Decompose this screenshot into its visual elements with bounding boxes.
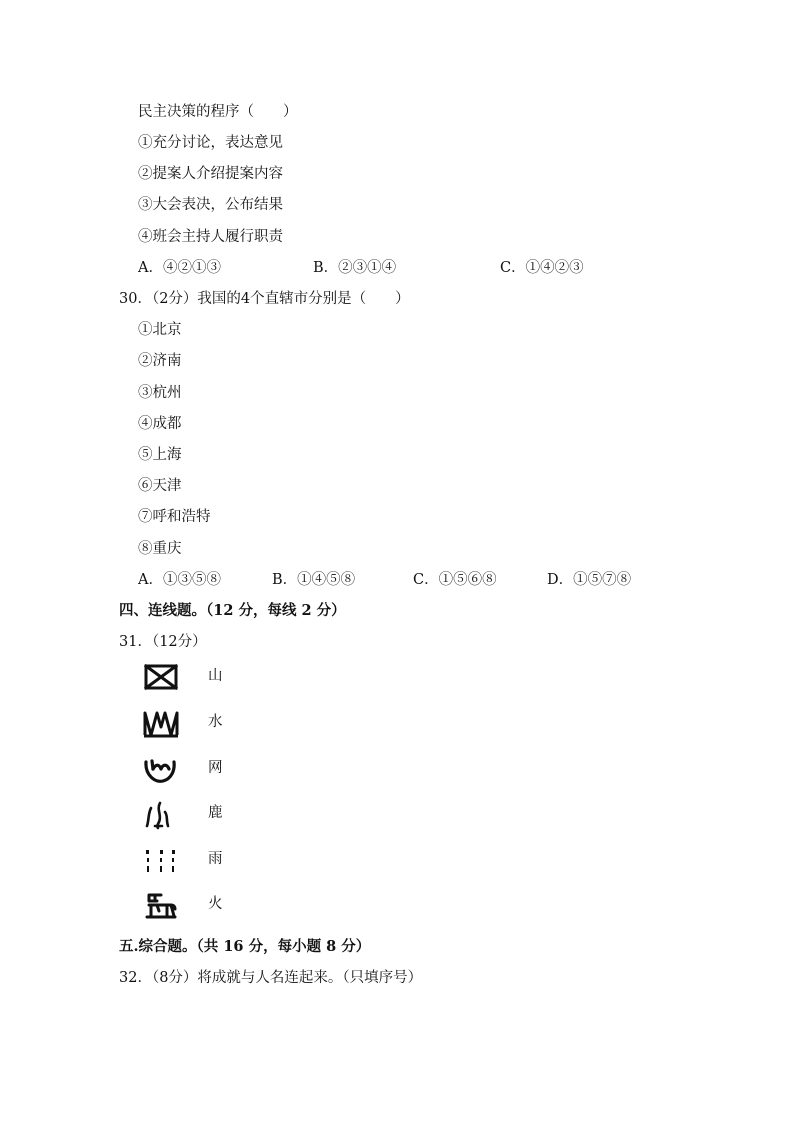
mountain-pictograph-icon <box>141 707 181 741</box>
q29-item-3: ③大会表决，公布结果 <box>138 197 283 213</box>
match-word-2: 水 <box>208 714 223 730</box>
match-word-6: 火 <box>208 896 223 912</box>
match-word-5: 雨 <box>208 851 223 867</box>
q30-item-1: ①北京 <box>138 322 182 338</box>
deer-pictograph-icon <box>141 889 181 923</box>
q30-item-2: ②济南 <box>138 353 182 369</box>
rain-pictograph-icon <box>141 844 181 878</box>
section-4-heading: 四、连线题。（12 分，每线 2 分） <box>119 602 346 619</box>
q32-stem: 32．（8分）将成就与人名连起来。（只填序号） <box>119 970 423 986</box>
q30-option-c: C．①⑤⑥⑧ <box>413 572 497 588</box>
q30-option-b: B．①④⑤⑧ <box>272 572 356 588</box>
q29-option-b: B．②③①④ <box>313 260 397 276</box>
match-word-3: 网 <box>208 760 223 776</box>
q30-item-6: ⑥天津 <box>138 478 182 494</box>
q31-stem: 31．（12分） <box>119 634 207 650</box>
q30-option-a: A．①③⑤⑧ <box>138 572 221 588</box>
q30-item-7: ⑦呼和浩特 <box>138 509 211 525</box>
q30-stem: 30．（2分）我国的4个直辖市分别是（ ） <box>119 291 410 307</box>
fire-pictograph-icon <box>141 753 181 787</box>
q30-item-8: ⑧重庆 <box>138 541 182 557</box>
q29-option-c: C．①④②③ <box>500 260 584 276</box>
net-pictograph-icon <box>141 661 181 695</box>
q29-item-1: ①充分讨论，表达意见 <box>138 135 283 151</box>
q30-item-5: ⑤上海 <box>138 447 182 463</box>
q29-option-a: A．④②①③ <box>138 260 221 276</box>
match-word-1: 山 <box>208 668 223 684</box>
q30-item-4: ④成都 <box>138 416 182 432</box>
q29-item-4: ④班会主持人履行职责 <box>138 229 283 245</box>
q29-stem: 民主决策的程序（ ） <box>138 104 298 120</box>
match-word-4: 鹿 <box>208 805 223 821</box>
water-pictograph-icon <box>141 798 181 832</box>
q30-option-d: D．①⑤⑦⑧ <box>547 572 632 588</box>
section-5-heading: 五.综合题。（共 16 分，每小题 8 分） <box>119 938 371 955</box>
q29-item-2: ②提案人介绍提案内容 <box>138 166 283 182</box>
q30-item-3: ③杭州 <box>138 385 182 401</box>
